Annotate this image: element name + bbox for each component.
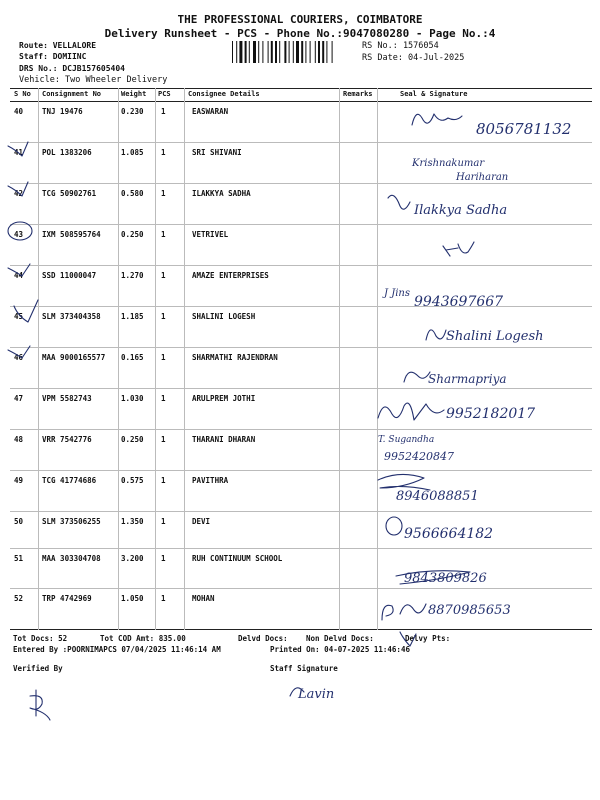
handwritten-phone: 8870985653 — [428, 603, 511, 618]
row-consignee: AMAZE ENTERPRISES — [192, 271, 269, 280]
row-sno: 49 — [14, 476, 24, 485]
rs-number: RS No.: 1576054 — [362, 41, 439, 51]
row-consignment-no: IXM 508595764 — [42, 230, 101, 239]
handwritten-phone: 9952182017 — [446, 406, 536, 422]
handwritten-phone: 9943697667 — [414, 294, 504, 310]
handwritten-mark: TU — [448, 260, 450, 261]
staff-signature-handwriting: Lavin — [298, 687, 335, 702]
row-consignment-no: MAA 303304708 — [42, 554, 101, 563]
row-weight: 0.165 — [121, 353, 144, 362]
staff-label: Staff: DOMIINC — [19, 52, 87, 61]
row-pcs: 1 — [161, 107, 166, 116]
handwritten-name: Hariharan — [456, 172, 509, 183]
row-weight: 1.185 — [121, 312, 144, 321]
row-pcs: 1 — [161, 517, 166, 526]
row-consignee: MOHAN — [192, 594, 215, 603]
col-seal-signature: Seal & Signature — [400, 90, 468, 98]
staff-signature-scribble — [290, 688, 304, 696]
row-weight: 3.200 — [121, 554, 144, 563]
row-sno: 41 — [14, 148, 24, 157]
handwritten-phone: 9952420847 — [384, 450, 454, 463]
row-consignment-no: SSD 11000047 — [42, 271, 97, 280]
row-sno: 40 — [14, 107, 24, 116]
printed-on: Printed On: 04-07-2025 11:46:46 — [270, 645, 410, 654]
row-weight: 1.050 — [121, 594, 144, 603]
row-sno: 52 — [14, 594, 24, 603]
row-consignment-no: SLM 373404358 — [42, 312, 101, 321]
row-weight: 1.085 — [121, 148, 144, 157]
table-row — [10, 101, 592, 142]
table-row — [10, 265, 592, 306]
table-row — [10, 511, 592, 552]
staff-signature-label: Staff Signature — [270, 664, 338, 673]
row-sno: 48 — [14, 435, 24, 444]
handwritten-phone: 9843809826 — [404, 571, 487, 586]
handwritten-name: Ilakkya Sadha — [414, 203, 508, 218]
row-pcs: 1 — [161, 554, 166, 563]
handwritten-phone: 9566664182 — [404, 526, 494, 542]
row-consignment-no: VPM 5582743 — [42, 394, 92, 403]
handwritten-name: Krishnakumar — [412, 158, 485, 169]
verified-signature — [30, 690, 50, 720]
row-consignment-no: POL 1383206 — [42, 148, 92, 157]
row-consignee: EASWARAN — [192, 107, 229, 116]
col-weight: Weight — [121, 90, 147, 98]
row-consignment-no: TNJ 19476 — [42, 107, 83, 116]
row-sno: 51 — [14, 554, 24, 563]
row-consignment-no: TRP 4742969 — [42, 594, 92, 603]
handwritten-name: J Jins — [384, 288, 410, 299]
row-sno: 46 — [14, 353, 24, 362]
row-sno: 44 — [14, 271, 24, 280]
row-pcs: 1 — [161, 312, 166, 321]
row-consignee: VETRIVEL — [192, 230, 229, 239]
barcode — [232, 41, 356, 63]
table-row — [10, 548, 592, 589]
table-row — [10, 347, 592, 388]
table-top-rule — [10, 88, 592, 89]
row-consignment-no: SLM 373506255 — [42, 517, 101, 526]
row-pcs: 1 — [161, 189, 166, 198]
handwritten-phone: 8056781132 — [476, 120, 572, 138]
vehicle-label: Vehicle: Two Wheeler Delivery — [19, 75, 168, 85]
row-pcs: 1 — [161, 594, 166, 603]
row-weight: 1.030 — [121, 394, 144, 403]
total-cod-amount: Tot COD Amt: 835.00 — [100, 634, 186, 643]
row-consignee: SRI SHIVANI — [192, 148, 242, 157]
row-weight: 1.350 — [121, 517, 144, 526]
table-row — [10, 470, 592, 511]
table-row — [10, 224, 592, 265]
row-consignee: RUH CONTINUUM SCHOOL — [192, 554, 283, 563]
row-consignment-no: TCG 50902761 — [42, 189, 97, 198]
row-weight: 0.575 — [121, 476, 144, 485]
row-consignment-no: TCG 41774686 — [42, 476, 97, 485]
row-weight: 0.230 — [121, 107, 144, 116]
row-weight: 0.580 — [121, 189, 144, 198]
handwritten-name: Sharmapriya — [428, 372, 507, 386]
col-pcs: PCS — [158, 90, 171, 98]
row-consignee: ARULPREM JOTHI — [192, 394, 256, 403]
row-consignee: DEVI — [192, 517, 211, 526]
handwritten-name: Shalini Logesh — [446, 329, 544, 344]
total-docs: Tot Docs: 52 — [13, 634, 68, 643]
table-row — [10, 183, 592, 224]
row-sno: 45 — [14, 312, 24, 321]
row-consignment-no: MAA 9000165577 — [42, 353, 106, 362]
route-label: Route: VELLALORE — [19, 41, 97, 50]
row-sno: 50 — [14, 517, 24, 526]
table-bottom-rule — [10, 629, 592, 630]
row-consignee: THARANI DHARAN — [192, 435, 256, 444]
row-consignment-no: VRR 7542776 — [42, 435, 92, 444]
runsheet-subtitle: Delivery Runsheet - PCS - Phone No.:9047080280 - Page No.:4 — [104, 27, 496, 40]
row-pcs: 1 — [161, 394, 166, 403]
row-pcs: 1 — [161, 435, 166, 444]
verified-by-label: Verified By — [13, 664, 63, 673]
row-weight: 0.250 — [121, 435, 144, 444]
delivered-docs: Delvd Docs: — [238, 634, 288, 643]
drs-number: DRS No.: DCJB157605404 — [19, 64, 125, 73]
rs-date: RS Date: 04-Jul-2025 — [362, 53, 465, 63]
row-consignee: SHARMATHI RAJENDRAN — [192, 353, 278, 362]
row-sno: 42 — [14, 189, 24, 198]
col-remarks: Remarks — [343, 90, 373, 98]
table-row — [10, 388, 592, 429]
table-row — [10, 429, 592, 470]
handwritten-phone: 8946088851 — [396, 489, 479, 504]
col-consignee: Consignee Details — [188, 90, 260, 98]
row-sno: 43 — [14, 230, 24, 239]
table-row — [10, 588, 592, 629]
col-sno: S No — [14, 90, 31, 98]
row-pcs: 1 — [161, 230, 166, 239]
row-consignee: PAVITHRA — [192, 476, 229, 485]
row-pcs: 1 — [161, 271, 166, 280]
row-consignee: SHALINI LOGESH — [192, 312, 256, 321]
table-row — [10, 142, 592, 183]
row-pcs: 1 — [161, 353, 166, 362]
entered-by: Entered By :POORNIMAPCS 07/04/2025 11:46:14 AM — [13, 645, 221, 654]
row-consignee: ILAKKYA SADHA — [192, 189, 251, 198]
table-row — [10, 306, 592, 347]
row-pcs: 1 — [161, 476, 166, 485]
company-title: THE PROFESSIONAL COURIERS, COIMBATORE — [177, 13, 423, 26]
row-sno: 47 — [14, 394, 24, 403]
row-weight: 0.250 — [121, 230, 144, 239]
row-weight: 1.270 — [121, 271, 144, 280]
col-consignment: Consignment No — [42, 90, 102, 98]
handwritten-name: T. Sugandha — [378, 435, 435, 445]
non-delivered-docs: Non Delvd Docs: — [306, 634, 374, 643]
delivery-points: Delvy Pts: — [405, 634, 451, 643]
row-pcs: 1 — [161, 148, 166, 157]
